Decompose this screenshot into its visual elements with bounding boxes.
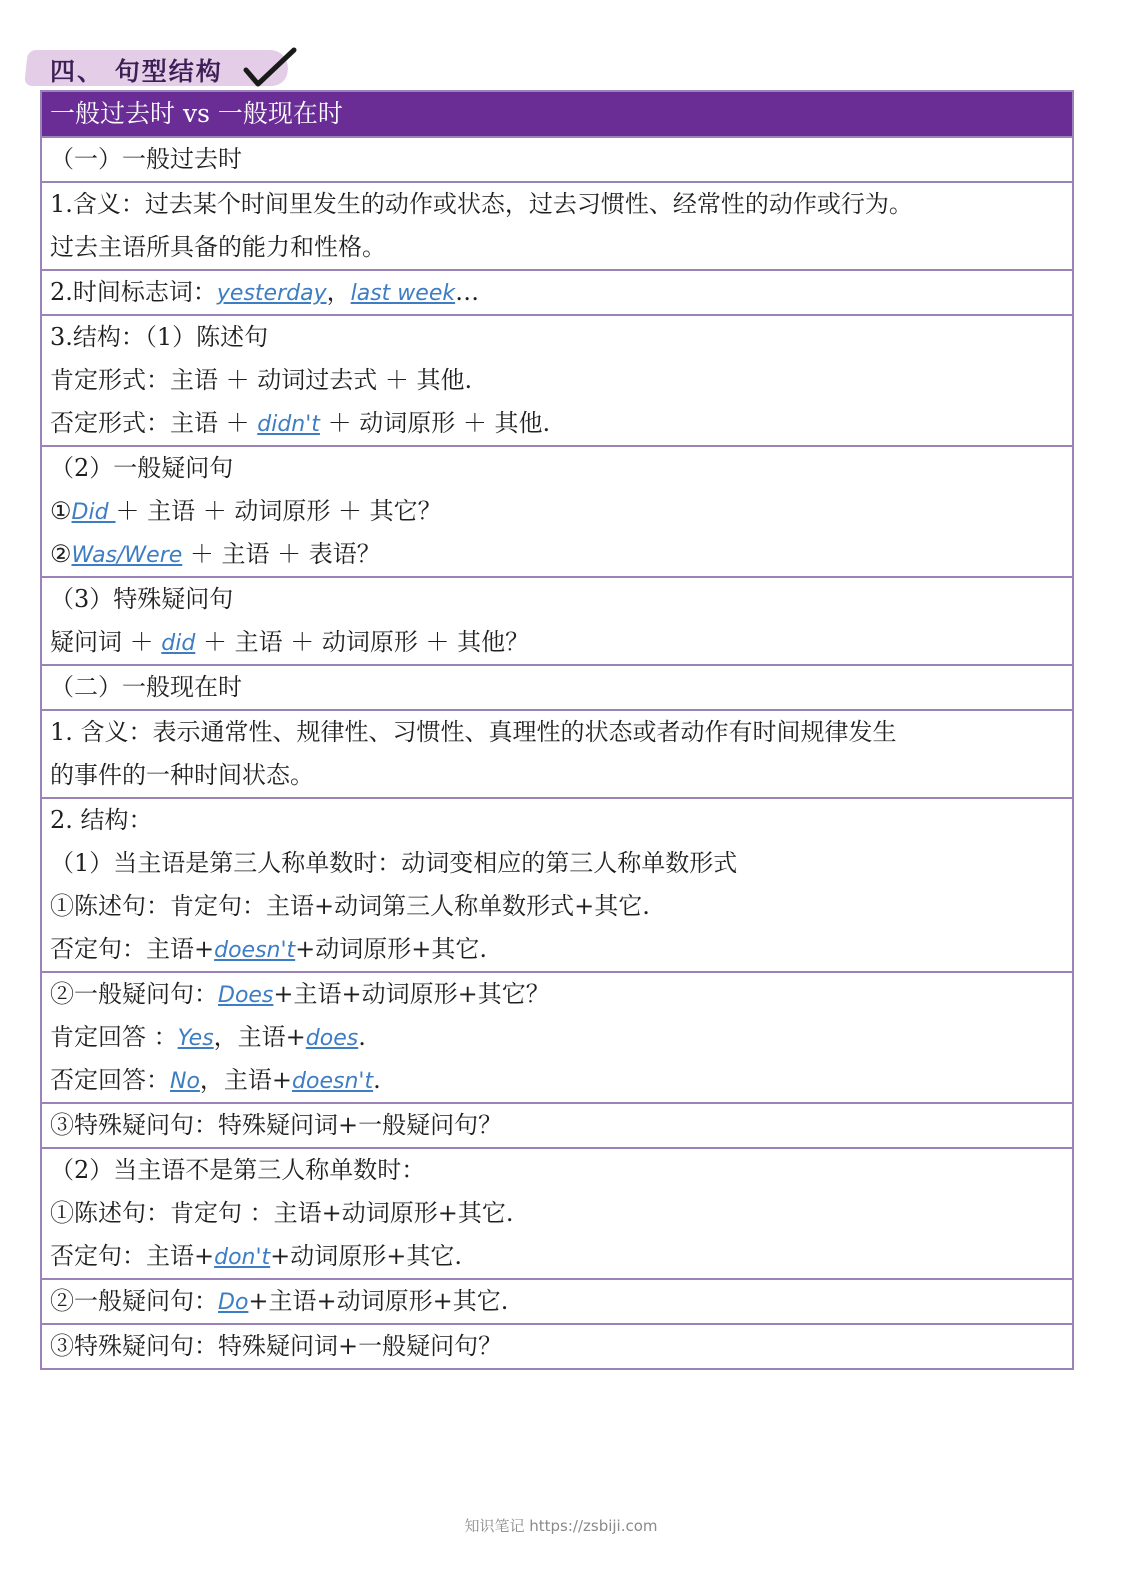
present-non-third-statement: ①陈述句：肯定句 ：主语+动词原形+其它. [50,1199,514,1227]
third-q-suffix: +主语+动词原形+其它？ [273,980,550,1008]
keyword-dont: don't [214,1245,271,1270]
keyword-yes: Yes [177,1026,214,1051]
past-special-row [42,576,1072,664]
present-third-special-row [42,1102,1072,1147]
past-signal-line [50,271,1066,314]
keyword-does: Does [218,983,274,1008]
keyword-no: No [170,1069,200,1094]
past-question-row [42,445,1072,576]
present-third-special: ③特殊疑问句：特殊疑问词+一般疑问句？ [50,1111,503,1139]
signal-label: 2.时间标志词： [50,278,217,306]
non-neg-suffix: +动词原形+其它. [270,1242,463,1270]
third-neg-prefix: 否定句：主语+ [50,935,215,963]
keyword-does-answer: does [305,1026,359,1051]
present-third-statement: ①陈述句：肯定句：主语+动词第三人称单数形式+其它. [50,892,650,920]
sq-suffix: ＋ 主语 ＋ 动词原形 ＋ 其他？ [195,628,530,656]
present-non-third-question-row [42,1278,1072,1323]
past-meaning-line-2: 过去主语所具备的能力和性格。 [50,233,386,261]
present-meaning-line-2: 的事件的一种时间状态。 [50,761,314,789]
past-meaning-row [42,181,1072,269]
footer-watermark: 知识笔记 https://zsbiji.com [464,1517,658,1535]
q2-suffix: ＋ 主语 ＋ 表语？ [182,540,381,568]
no-suffix: . [373,1066,381,1094]
non-neg-prefix: 否定句：主语+ [50,1242,215,1270]
section-tag [26,46,292,90]
past-heading-row [42,136,1072,181]
past-affirmative: 肯定形式：主语 ＋ 动词过去式 ＋ 其他. [50,366,473,394]
present-heading: （二）一般现在时 [50,673,242,701]
past-structure-title: 3.结构：（1）陈述句 [50,323,269,351]
third-q-prefix: ②一般疑问句： [50,980,218,1008]
present-heading-row [42,664,1072,709]
yes-middle: ，主语+ [213,1023,306,1051]
signal-separator: ， [326,278,351,306]
section-title: 四、 句型结构 [50,57,223,86]
present-third-no-answer [50,1059,1066,1102]
past-statement-row [42,314,1072,445]
no-middle: ，主语+ [199,1066,293,1094]
signal-ellipsis: … [455,278,480,306]
present-third-title: （1）当主语是第三人称单数时：动词变相应的第三人称单数形式 [50,849,738,877]
past-negative-suffix: ＋ 动词原形 ＋ 其他. [319,409,551,437]
keyword-did: Did [71,500,116,525]
present-third-question [50,973,1066,1016]
past-negative [50,402,1066,445]
keyword-do: Do [218,1290,249,1315]
keyword-doesnt-answer: doesn't [292,1069,374,1094]
keyword-doesnt: doesn't [214,938,296,963]
past-special-pattern [50,621,1066,664]
present-third-statement-row [42,797,1072,971]
present-non-third-negative [50,1235,1066,1278]
yes-suffix: . [358,1023,366,1051]
past-question-2 [50,533,1066,576]
present-non-third-question [50,1280,1066,1323]
yes-prefix: 肯定回答 ： [50,1023,178,1051]
no-prefix: 否定回答： [50,1066,170,1094]
present-structure-title: 2. 结构： [50,806,153,834]
present-non-third-title: （2）当主语不是第三人称单数时： [50,1156,426,1184]
present-third-question-row [42,971,1072,1102]
past-question-1 [50,490,1066,533]
q1-suffix: ＋ 主语 ＋ 动词原形 ＋ 其它？ [115,497,442,525]
past-meaning-line-1: 1.含义：过去某个时间里发生的动作或状态，过去习惯性、经常性的动作或行为。 [50,190,913,218]
signal-word-yesterday: yesterday [216,281,327,306]
present-non-third-statement-row [42,1147,1072,1278]
present-third-negative [50,928,1066,971]
past-signal-row [42,269,1072,314]
past-negative-prefix: 否定形式：主语 ＋ [50,409,258,437]
non-q-suffix: +主语+动词原形+其它. [248,1287,509,1315]
non-q-prefix: ②一般疑问句： [50,1287,218,1315]
keyword-didnt: didn't [257,412,320,437]
checkmark-icon [242,46,298,90]
signal-word-last-week: last week [350,281,456,306]
keyword-was-were: Was/Were [71,543,183,568]
table-header: 一般过去时 vs 一般现在时 [42,92,1072,136]
present-meaning-line-1: 1. 含义：表示通常性、规律性、习惯性、真理性的状态或者动作有时间规律发生 [50,718,897,746]
past-special-title: （3）特殊疑问句 [50,585,234,613]
present-non-third-special-row [42,1323,1072,1368]
third-neg-suffix: +动词原形+其它. [295,935,488,963]
keyword-did-special: did [161,631,196,656]
grammar-table [40,90,1074,1370]
q1-marker: ① [50,497,72,525]
present-third-yes-answer [50,1016,1066,1059]
q2-marker: ② [50,540,72,568]
past-question-title: （2）一般疑问句 [50,454,234,482]
sq-prefix: 疑问词 ＋ [50,628,162,656]
past-heading: （一）一般过去时 [50,145,242,173]
present-meaning-row [42,709,1072,797]
present-non-third-special: ③特殊疑问句：特殊疑问词+一般疑问句？ [50,1332,503,1360]
